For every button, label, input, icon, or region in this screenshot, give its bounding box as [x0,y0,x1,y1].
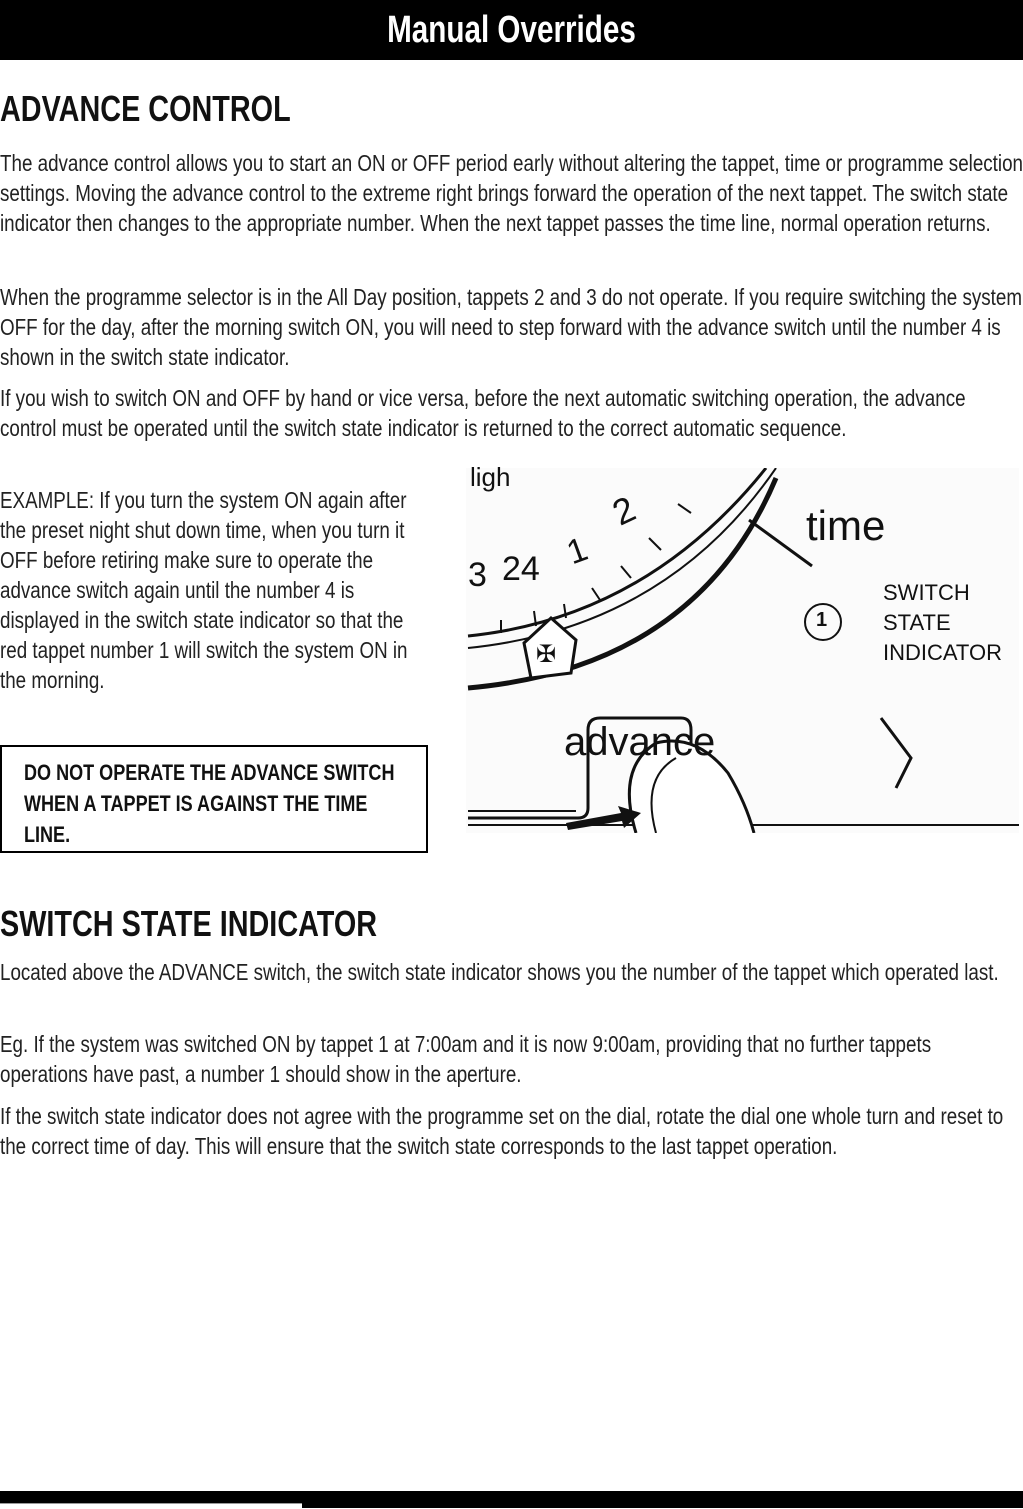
advance-switch-label: advance [564,720,716,764]
section-heading-switch-state-indicator: SWITCH STATE INDICATOR [0,903,378,944]
advance-paragraph-3: If you wish to switch ON and OFF by hand or vice versa, before the next automatic switching operation, the advance control must be operated until the switch state indicator is returned to the correct automatic sequence. [0,385,966,441]
advance-control-illustration [466,462,1019,833]
indicator-label-line-1: SWITCH [883,580,970,605]
indicator-label-line-2: STATE [883,610,951,635]
advance-paragraph-1: The advance control allows you to start an ON or OFF period early without altering the tappet, time or programme selection settings. Moving the advance control to the extreme right brings forward the operation of the next tappet. The switch state indicator then changes to the appropriate number. When the next tappet passes the time line, normal operation returns. [0,150,1023,236]
page-header-bar [0,0,1023,60]
indicator-number: 1 [816,609,828,631]
section-heading-advance-control: ADVANCE CONTROL [0,88,291,129]
dial-number-24: 24 [502,550,540,588]
dial-number-3: 3 [468,556,487,594]
page-footer-bar [0,1491,1023,1508]
dial-number-1: 1 [561,529,593,573]
footer-notch [0,1503,302,1509]
dial-number-2: 2 [606,487,642,534]
time-line-label: time [806,502,886,549]
indicator-paragraph-2: Eg. If the system was switched ON by tappet 1 at 7:00am and it is now 9:00am, providing that no further tappets operations have past, a number 1 should show in the aperture. [0,1031,932,1087]
advance-paragraph-2: When the programme selector is in the All Day position, tappets 2 and 3 do not operate. If you require switching the system OFF for the day, after the morning switch ON, you will need to step forward with the advance switch until the number 4 is shown in the switch state indicator. [0,284,1023,370]
dial-partial-text: ligh [470,462,511,492]
warning-box [0,745,428,853]
indicator-paragraph-3: If the switch state indicator does not agree with the programme set on the dial, rotate the dial one whole turn and reset to the correct time of day. This will ensure that the switch state corresponds to the last tappet operation. [0,1103,1004,1159]
switch-state-indicator-label [883,578,1002,668]
indicator-label-line-3: INDICATOR [883,640,1002,665]
warning-text: DO NOT OPERATE THE ADVANCE SWITCH WHEN A TAPPET IS AGAINST THE TIME LINE. [24,760,395,847]
advance-example-paragraph: EXAMPLE: If you turn the system ON again after the preset night shut down time, when you turn it OFF before retiring make sure to operate the advance switch again until the number 4 is displayed in the switch state indicator so that the red tappet number 1 will switch the system ON in the morning. [0,487,408,693]
indicator-paragraph-1: Located above the ADVANCE switch, the switch state indicator shows you the number of the tappet which operated last. [0,959,999,985]
page-title: Manual Overrides [387,8,636,51]
svg-text:✠: ✠ [536,641,557,668]
